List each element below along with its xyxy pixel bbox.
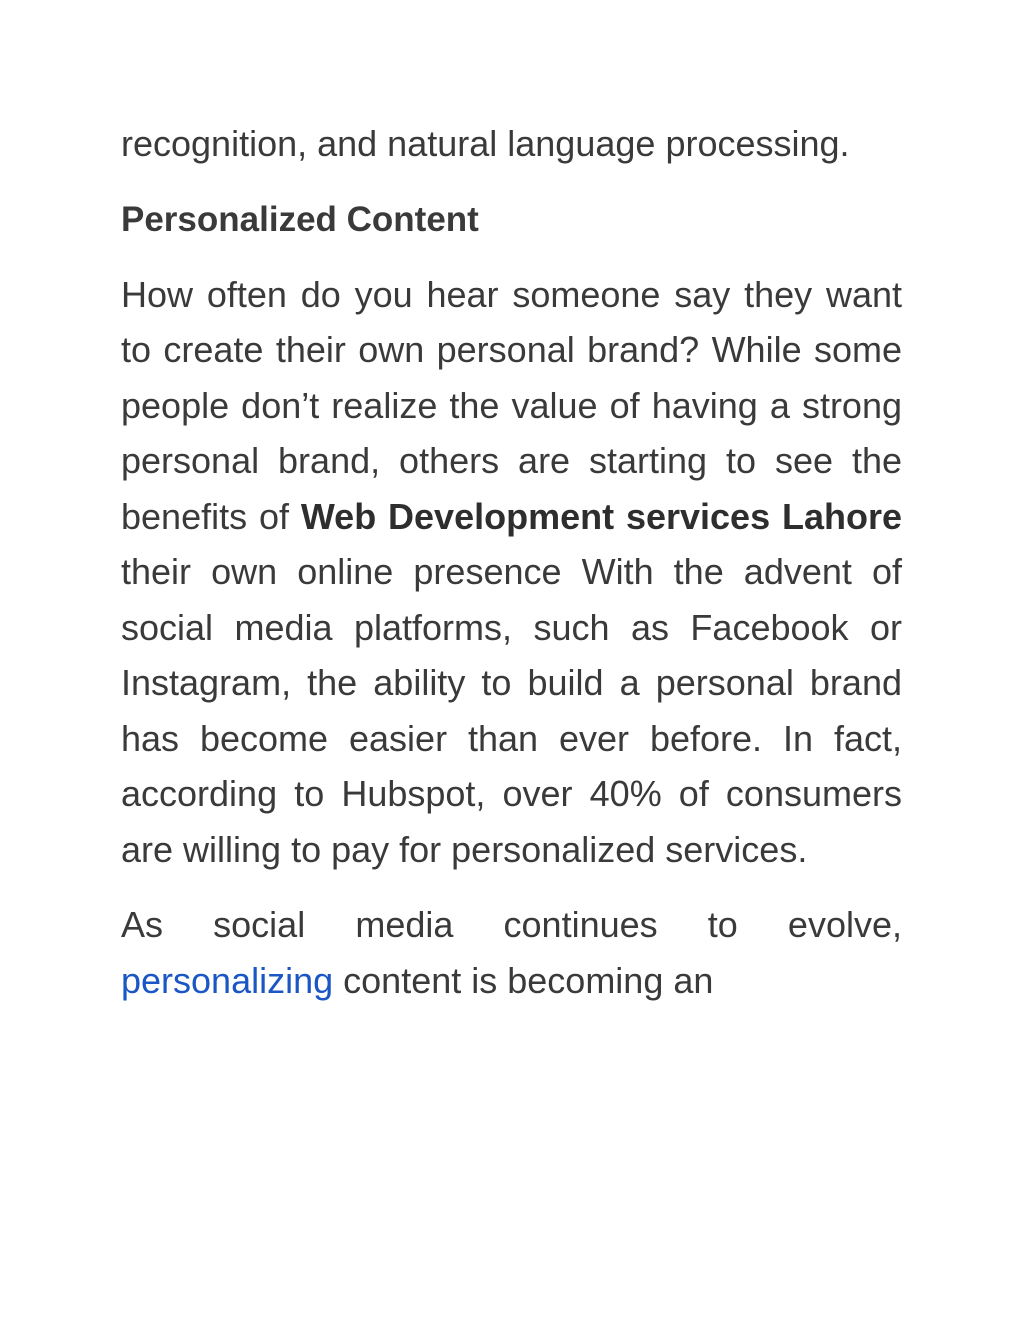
personalizing-link[interactable]: personalizing <box>121 959 334 1001</box>
paragraph-2-text-before: As social media continues to evolve, <box>121 904 902 945</box>
intro-line-2: processing. <box>665 123 850 164</box>
paragraph-1-text-before: How often do you hear someone say they want to create their own personal brand? While some people don’t realize the value of having a strong personal brand, others are starting to see the benefits of <box>121 273 902 537</box>
paragraph-2-text-after: content is becoming an <box>343 959 714 1001</box>
body-paragraph-1 <box>121 267 902 878</box>
section-heading: Personalized Content <box>121 199 479 239</box>
body-paragraph-2 <box>121 897 902 1008</box>
intro-line-1: recognition, and natural language <box>121 123 656 164</box>
web-development-services-text: Web Development services Lahore <box>300 495 902 537</box>
document-page <box>121 116 902 1008</box>
paragraph-1-text-after: their own online presence With the advent of social media platforms, such as Facebook or Instagram, the ability to build a personal brand has become easier than ever before. In fact, according to Hubspot, over 40% of consumers are willing to pay for personalized services. <box>121 551 902 870</box>
intro-paragraph <box>121 116 902 172</box>
